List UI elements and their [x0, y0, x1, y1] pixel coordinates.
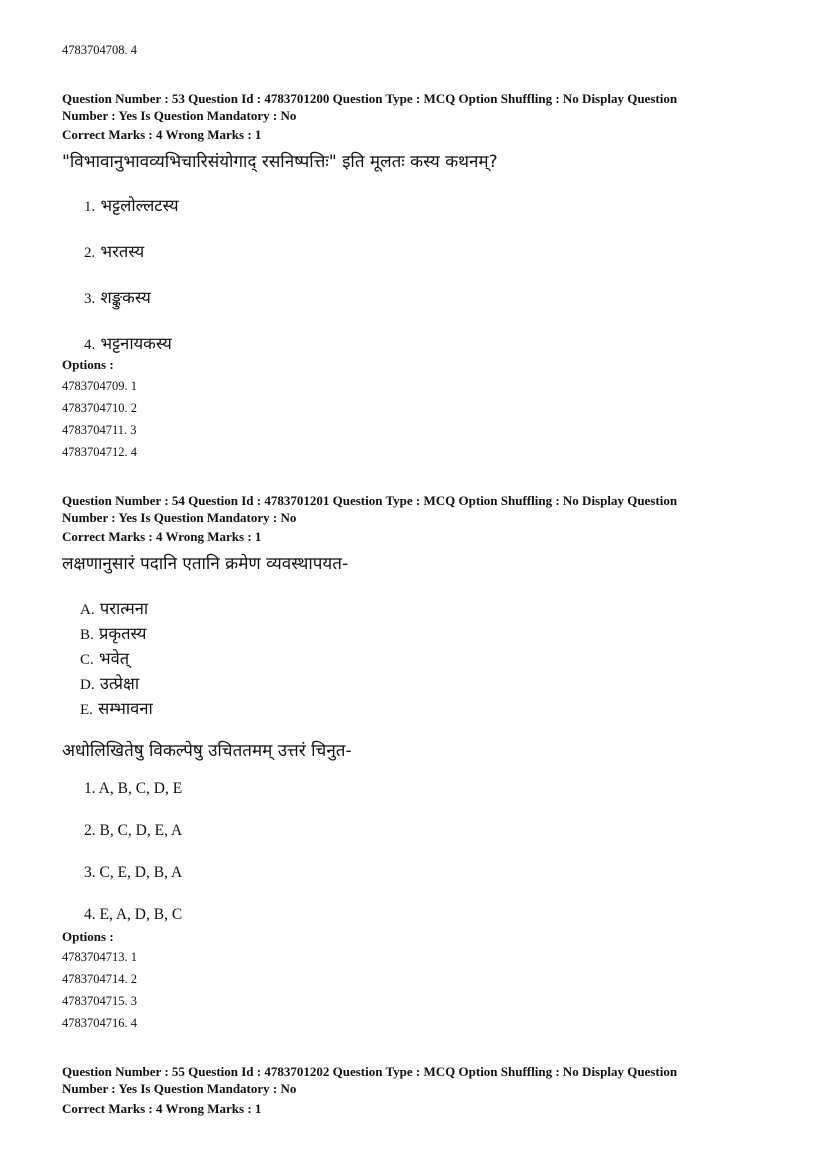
q54-option-id-2: 4783704714. 2: [62, 972, 137, 986]
choice-number: 2.: [84, 245, 96, 261]
q54-option-id-1: 4783704713. 1: [62, 950, 137, 964]
q54-item-c: [80, 646, 129, 669]
q53-option-id-3: 4783704711. 3: [62, 423, 137, 437]
q54-meta-line3: Correct Marks : 4 Wrong Marks : 1: [62, 529, 262, 544]
choice-text: भट्टनायकस्य: [100, 334, 172, 353]
option-id-line: 4783704708. 4: [62, 43, 137, 57]
q54-instruction-text: अधोलिखितेषु विकल्पेषु उचिततमम् उत्तरं चिनुत-: [62, 741, 352, 761]
q54-option-id-4: 4783704716. 4: [62, 1016, 137, 1030]
choice-number: 2.: [84, 822, 96, 839]
q54-meta-line1: Question Number : 54 Question Id : 4783701201 Question Type : MCQ Option Shuffling : No Display Question: [62, 493, 678, 508]
choice-text: E, A, D, B, C: [99, 906, 183, 923]
q53-choice-1: [84, 193, 179, 216]
q54-choice-4: [84, 906, 182, 924]
choice-number: 1.: [84, 199, 96, 215]
item-label: A.: [80, 602, 95, 618]
item-label: D.: [80, 677, 95, 693]
q54-options-label: Options :: [62, 929, 114, 944]
choice-text: भरतस्य: [100, 242, 145, 261]
q54-question-text: लक्षणानुसारं पदानि एतानि क्रमेण व्यवस्थापयत-: [62, 554, 349, 574]
q55-meta-line1: Question Number : 55 Question Id : 4783701202 Question Type : MCQ Option Shuffling : No Display Question: [62, 1064, 678, 1079]
q54-item-a: [80, 596, 148, 619]
q54-item-b: [80, 621, 146, 644]
choice-number: 3.: [84, 864, 96, 881]
choice-number: 3.: [84, 291, 96, 307]
item-text: परात्मना: [99, 599, 149, 618]
q54-item-e: [80, 696, 153, 719]
item-text: प्रकृतस्य: [99, 624, 147, 643]
q53-option-id-1: 4783704709. 1: [62, 379, 137, 393]
q54-option-id-3: 4783704715. 3: [62, 994, 137, 1008]
q54-choice-3: [84, 864, 182, 882]
item-label: C.: [80, 652, 94, 668]
choice-number: 4.: [84, 906, 96, 923]
choice-number: 1.: [84, 780, 96, 797]
q54-choice-1: [84, 780, 182, 798]
choice-text: शङ्कुकस्य: [100, 288, 151, 307]
q53-question-text: "विभावानुभावव्यभिचारिसंयोगाद् रसनिष्पत्तिः" इति मूलतः कस्य कथनम्?: [62, 152, 498, 172]
item-text: सम्भावना: [98, 699, 153, 718]
choice-text: A, B, C, D, E: [98, 780, 183, 797]
q53-meta-line1: Question Number : 53 Question Id : 4783701200 Question Type : MCQ Option Shuffling : No Display Question: [62, 91, 678, 106]
q53-meta-line2: Number : Yes Is Question Mandatory : No: [62, 108, 297, 123]
choice-text: C, E, D, B, A: [99, 864, 183, 881]
item-text: भवेत्: [99, 649, 130, 668]
choice-text: B, C, D, E, A: [99, 822, 183, 839]
item-label: E.: [80, 702, 93, 718]
q53-choice-4: [84, 331, 172, 354]
q54-item-d: [80, 671, 139, 694]
q53-option-id-2: 4783704710. 2: [62, 401, 137, 415]
q54-meta-line2: Number : Yes Is Question Mandatory : No: [62, 510, 297, 525]
q53-choice-3: [84, 285, 151, 308]
choice-number: 4.: [84, 337, 96, 353]
q54-choice-2: [84, 822, 182, 840]
item-label: B.: [80, 627, 94, 643]
q53-option-id-4: 4783704712. 4: [62, 445, 137, 459]
q55-meta-line2: Number : Yes Is Question Mandatory : No: [62, 1081, 297, 1096]
choice-text: भट्टलोल्लटस्य: [100, 196, 179, 215]
item-text: उत्प्रेक्षा: [99, 674, 140, 693]
q55-meta-line3: Correct Marks : 4 Wrong Marks : 1: [62, 1101, 262, 1116]
q53-options-label: Options :: [62, 357, 114, 372]
q53-meta-line3: Correct Marks : 4 Wrong Marks : 1: [62, 127, 262, 142]
q53-choice-2: [84, 239, 144, 262]
